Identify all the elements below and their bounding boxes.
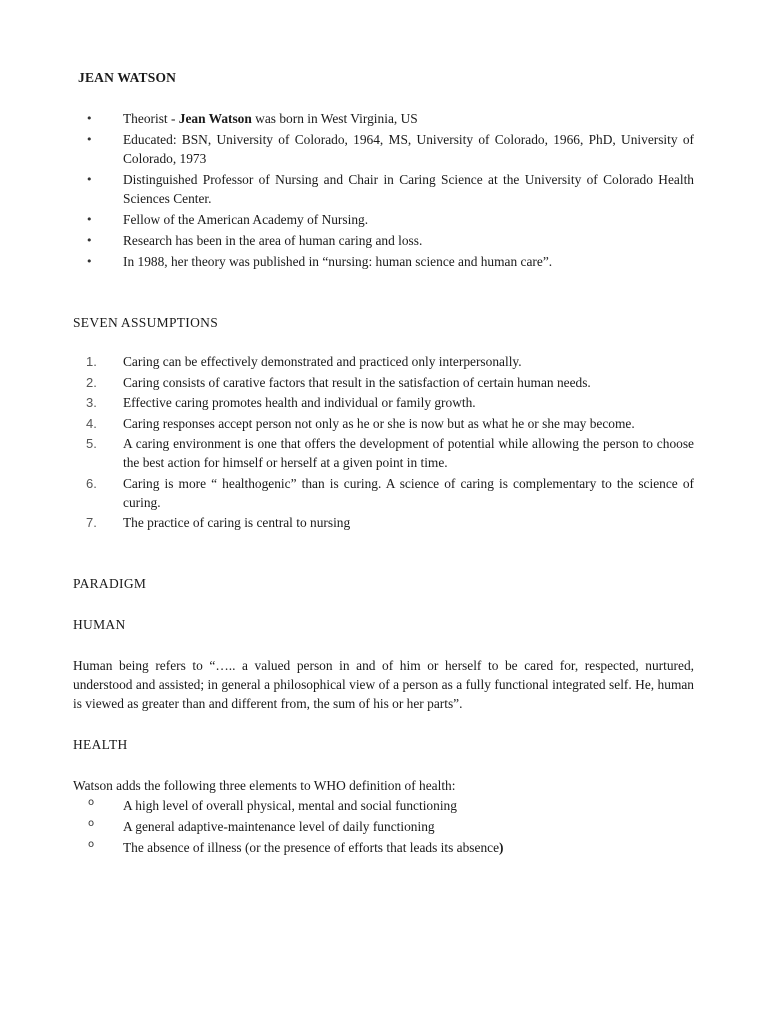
circle-bullet-icon: o bbox=[88, 797, 95, 808]
list-item: • Research has been in the area of human caring and loss. bbox=[86, 233, 423, 248]
list-number: 4. bbox=[86, 415, 97, 431]
list-number: 6. bbox=[86, 475, 97, 491]
bullet-icon: • bbox=[86, 255, 93, 268]
list-item: 5. A caring environment is one that offers the development of potential while allowing the person to choose the best action for himself or herself at a given point in time. bbox=[86, 436, 694, 470]
bullet-icon: • bbox=[86, 234, 93, 247]
health-intro: Watson adds the following three elements to WHO definition of health: bbox=[73, 778, 456, 793]
list-item: 7. The practice of caring is central to nursing bbox=[86, 515, 351, 530]
list-item: 1. Caring can be effectively demonstrated and practiced only interpersonally. bbox=[86, 354, 522, 369]
list-item: o The absence of illness (or the presence of efforts that leads its absence) bbox=[86, 838, 694, 857]
list-item: • Educated: BSN, University of Colorado, 1964, MS, University of Colorado, 1966, PhD, University of Colorado, 1973 bbox=[86, 132, 694, 166]
assumptions-list bbox=[86, 352, 694, 534]
circle-bullet-icon: o bbox=[88, 839, 95, 850]
health-elements-list bbox=[86, 796, 694, 859]
list-item: 3. Effective caring promotes health and individual or family growth. bbox=[86, 395, 476, 410]
list-item: • Theorist - Jean Watson was born in West Virginia, US bbox=[86, 111, 418, 126]
list-number: 2. bbox=[86, 374, 97, 390]
list-item: 6. Caring is more “ healthogenic” than is curing. A science of caring is complementary to the science of curing. bbox=[86, 475, 694, 510]
paradigm-heading: PARADIGM bbox=[73, 576, 147, 591]
assumptions-heading: SEVEN ASSUMPTIONS bbox=[73, 315, 219, 330]
bio-list bbox=[86, 109, 694, 273]
list-item: • In 1988, her theory was published in “nursing: human science and human care”. bbox=[86, 254, 553, 269]
human-paragraph: Human being refers to “….. a valued person in and of him or herself to be cared for, respected, nurtured, understood and assisted; in general a philosophical view of a person as a fully functional integrated self. He, human is viewed as greater than and different from, the sum of his or her parts”. bbox=[73, 658, 694, 711]
list-item: o A high level of overall physical, mental and social functioning bbox=[86, 796, 694, 815]
list-item: 2. Caring consists of carative factors that result in the satisfaction of certain human needs. bbox=[86, 374, 591, 390]
bullet-icon: • bbox=[86, 213, 93, 226]
health-heading: HEALTH bbox=[73, 737, 128, 752]
list-number: 1. bbox=[86, 354, 97, 369]
circle-bullet-icon: o bbox=[88, 818, 95, 829]
bullet-icon: • bbox=[86, 173, 93, 186]
list-item: • Fellow of the American Academy of Nursing. bbox=[86, 212, 369, 227]
list-item: 4. Caring responses accept person not only as he or she is now but as what he or she may become. bbox=[86, 415, 635, 431]
bullet-icon: • bbox=[86, 133, 93, 146]
human-heading: HUMAN bbox=[73, 617, 126, 632]
document-title: JEAN WATSON bbox=[78, 70, 177, 85]
list-number: 7. bbox=[86, 515, 97, 530]
list-item: • Distinguished Professor of Nursing and Chair in Caring Science at the University of Colorado Health Sciences Center. bbox=[86, 172, 694, 206]
bullet-icon: • bbox=[86, 112, 93, 125]
list-number: 5. bbox=[86, 436, 97, 451]
list-item: o A general adaptive-maintenance level of daily functioning bbox=[86, 817, 694, 836]
list-number: 3. bbox=[86, 395, 97, 410]
